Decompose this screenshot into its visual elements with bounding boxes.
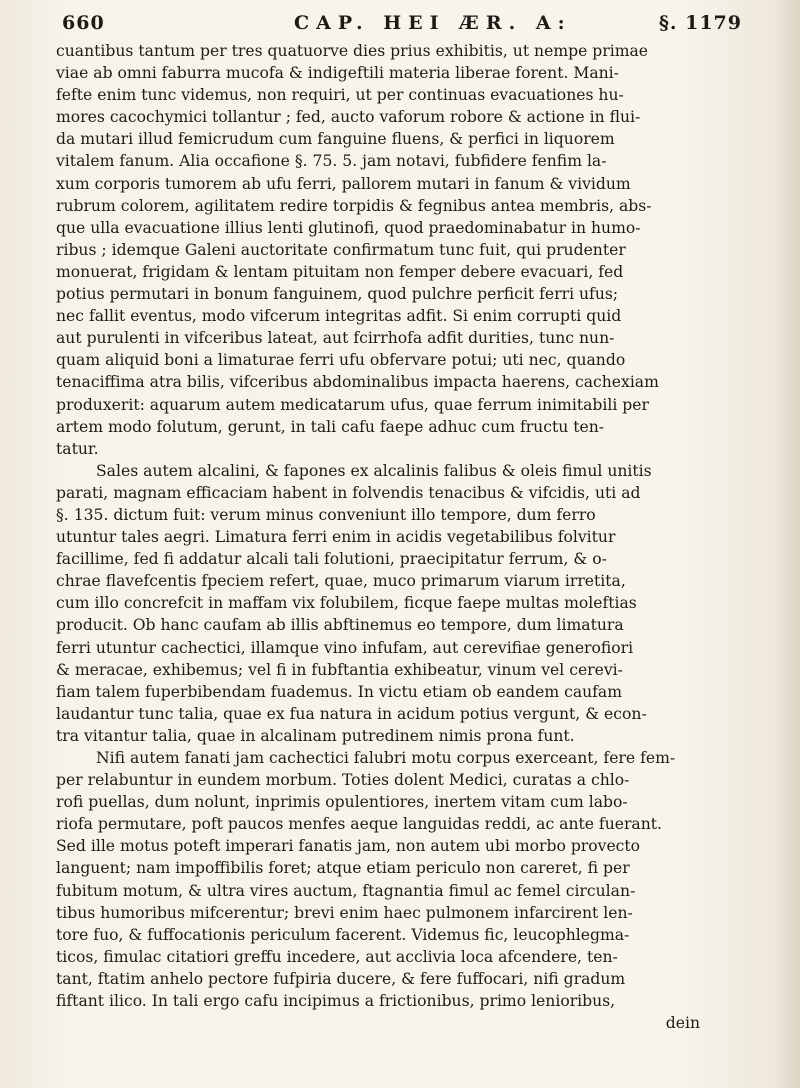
- text-line: rofi puellas, dum nolunt, inprimis opulentiores, inertem vitam cum labo-: [56, 793, 628, 812]
- text-line: facillime, fed fi addatur alcali tali folutioni, praecipitatur ferrum, & o-: [56, 550, 607, 569]
- text-line: tibus humoribus mifcerentur; brevi enim haec pulmonem infarcirent len-: [56, 903, 633, 922]
- text-line: cuantibus tantum per tres quatuorve dies prius exhibitis, ut nempe primae: [56, 42, 649, 60]
- text-line: viae ab omni faburra mucofa & indigeftili materia liberae forent. Mani-: [56, 64, 619, 83]
- text-line: ribus ; idemque Galeni auctoritate confirmatum tunc fuit, qui prudenter: [56, 240, 626, 259]
- section-number: §. 1179: [658, 12, 742, 34]
- text-line: Sed ille motus poteft imperari fanatis jam, non autem ubi morbo provecto: [56, 837, 641, 856]
- text-line: tra vitantur talia, quae in alcalinam putredinem nimis prona funt.: [56, 726, 575, 745]
- text-line: tatur.: [56, 439, 99, 458]
- text-line: producit. Ob hanc caufam ab illis abftinemus eo tempore, dum limatura: [56, 616, 624, 635]
- text-line: fefte enim tunc videmus, non requiri, ut per continuas evacuationes hu-: [56, 86, 624, 105]
- text-line: xum corporis tumorem ab ufu ferri, pallorem mutari in fanum & vividum: [56, 174, 631, 193]
- text-line: per relabuntur in eundem morbum. Toties dolent Medici, curatas a chlo-: [56, 771, 630, 790]
- text-line: produxerit: aquarum autem medicatarum ufus, quae ferrum inimitabili per: [56, 395, 649, 414]
- text-line: monuerat, frigidam & lentam pituitam non femper debere evacuari, fed: [56, 262, 624, 281]
- text-line: Sales autem alcalini, & fapones ex alcalinis falibus & oleis fimul unitis: [96, 461, 652, 480]
- text-line: artem modo folutum, gerunt, in tali cafu faepe adhuc cum fructu ten-: [56, 417, 605, 436]
- text-line: quam aliquid boni a limaturae ferri ufu obfervare potui; uti nec, quando: [56, 351, 626, 370]
- text-line: utuntur tales aegri. Limatura ferri enim in acidis vegetabilibus folvitur: [56, 528, 616, 547]
- text-line: laudantur tunc talia, quae ex fua natura in acidum potius vergunt, & econ-: [56, 704, 647, 723]
- body-text: [56, 40, 756, 1034]
- text-line: nec fallit eventus, modo vifcerum integritas adfit. Si enim corrupti quid: [56, 307, 622, 326]
- text-line: §. 135. dictum fuit: verum minus conveniunt illo tempore, dum ferro: [56, 505, 596, 524]
- running-header: [62, 12, 754, 40]
- running-title: CAP. HEI ÆR. A:: [294, 12, 572, 34]
- text-line: tore fuo, & fuffocationis periculum facerent. Videmus fic, leucophlegma-: [56, 925, 630, 944]
- text-line: riofa permutare, poft paucos menfes aeque languidas reddi, ac ante fuerant.: [56, 815, 662, 834]
- text-line: tenaciffima atra bilis, vifceribus abdominalibus impacta haerens, cachexiam: [56, 373, 659, 392]
- text-line: mores cacochymici tollantur ; fed, aucto vaforum robore & actione in flui-: [56, 108, 641, 127]
- text-line: cum illo concrefcit in maffam vix folubilem, ficque faepe multas moleftias: [56, 594, 637, 613]
- text-line: rubrum colorem, agilitatem redire torpidis & fegnibus antea membris, abs-: [56, 196, 652, 215]
- text-line: vitalem fanum. Alia occafione §. 75. 5. jam notavi, fubfidere fenfim la-: [56, 152, 607, 171]
- text-line: da mutari illud femicrudum cum fanguine fluens, & perfici in liquorem: [56, 130, 615, 149]
- text-line: fiam talem fuperbibendam fuademus. In victu etiam ob eandem caufam: [56, 682, 623, 701]
- text-line: ferri utuntur cachectici, illamque vino infufam, aut cerevifiae generofiori: [56, 638, 634, 657]
- text-line: potius permutari in bonum fanguinem, quod pulchre perficit ferri ufus;: [56, 285, 619, 304]
- text-line: & meracae, exhibemus; vel fi in fubftantia exhibeatur, vinum vel cerevi-: [56, 660, 623, 679]
- text-line: Nifi autem fanati jam cachectici falubri motu corpus exerceant, fere fem-: [96, 749, 676, 767]
- text-line: parati, magnam efficaciam habent in folvendis tenacibus & vifcidis, uti ad: [56, 483, 641, 502]
- text-line: fiftant ilico. In tali ergo cafu incipimus a frictionibus, primo lenioribus,: [56, 992, 616, 1011]
- text-line: languent; nam impoffibilis foret; atque etiam periculo non careret, fi per: [56, 859, 630, 878]
- text-line: chrae flavefcentis fpeciem refert, quae, muco primarum viarum irretita,: [56, 572, 626, 591]
- text-line: tant, ftatim anhelo pectore fufpiria ducere, & fere fuffocari, nifi gradum: [56, 969, 626, 988]
- page-edge-shadow: [774, 0, 800, 1088]
- text-line: que ulla evacuatione illius lenti glutinofi, quod praedominabatur in humo-: [56, 218, 641, 237]
- text-line: dein: [665, 1014, 700, 1033]
- text-line: ticos, fimulac citatiori greffu incedere, aut acclivia loca afcendere, ten-: [56, 947, 618, 966]
- text-line: aut purulenti in vifceribus lateat, aut fcirrhofa adfit durities, tunc nun-: [56, 329, 615, 348]
- text-line: fubitum motum, & ultra vires auctum, ftagnantia fimul ac femel circulan-: [56, 881, 636, 900]
- page-number: 660: [62, 12, 105, 34]
